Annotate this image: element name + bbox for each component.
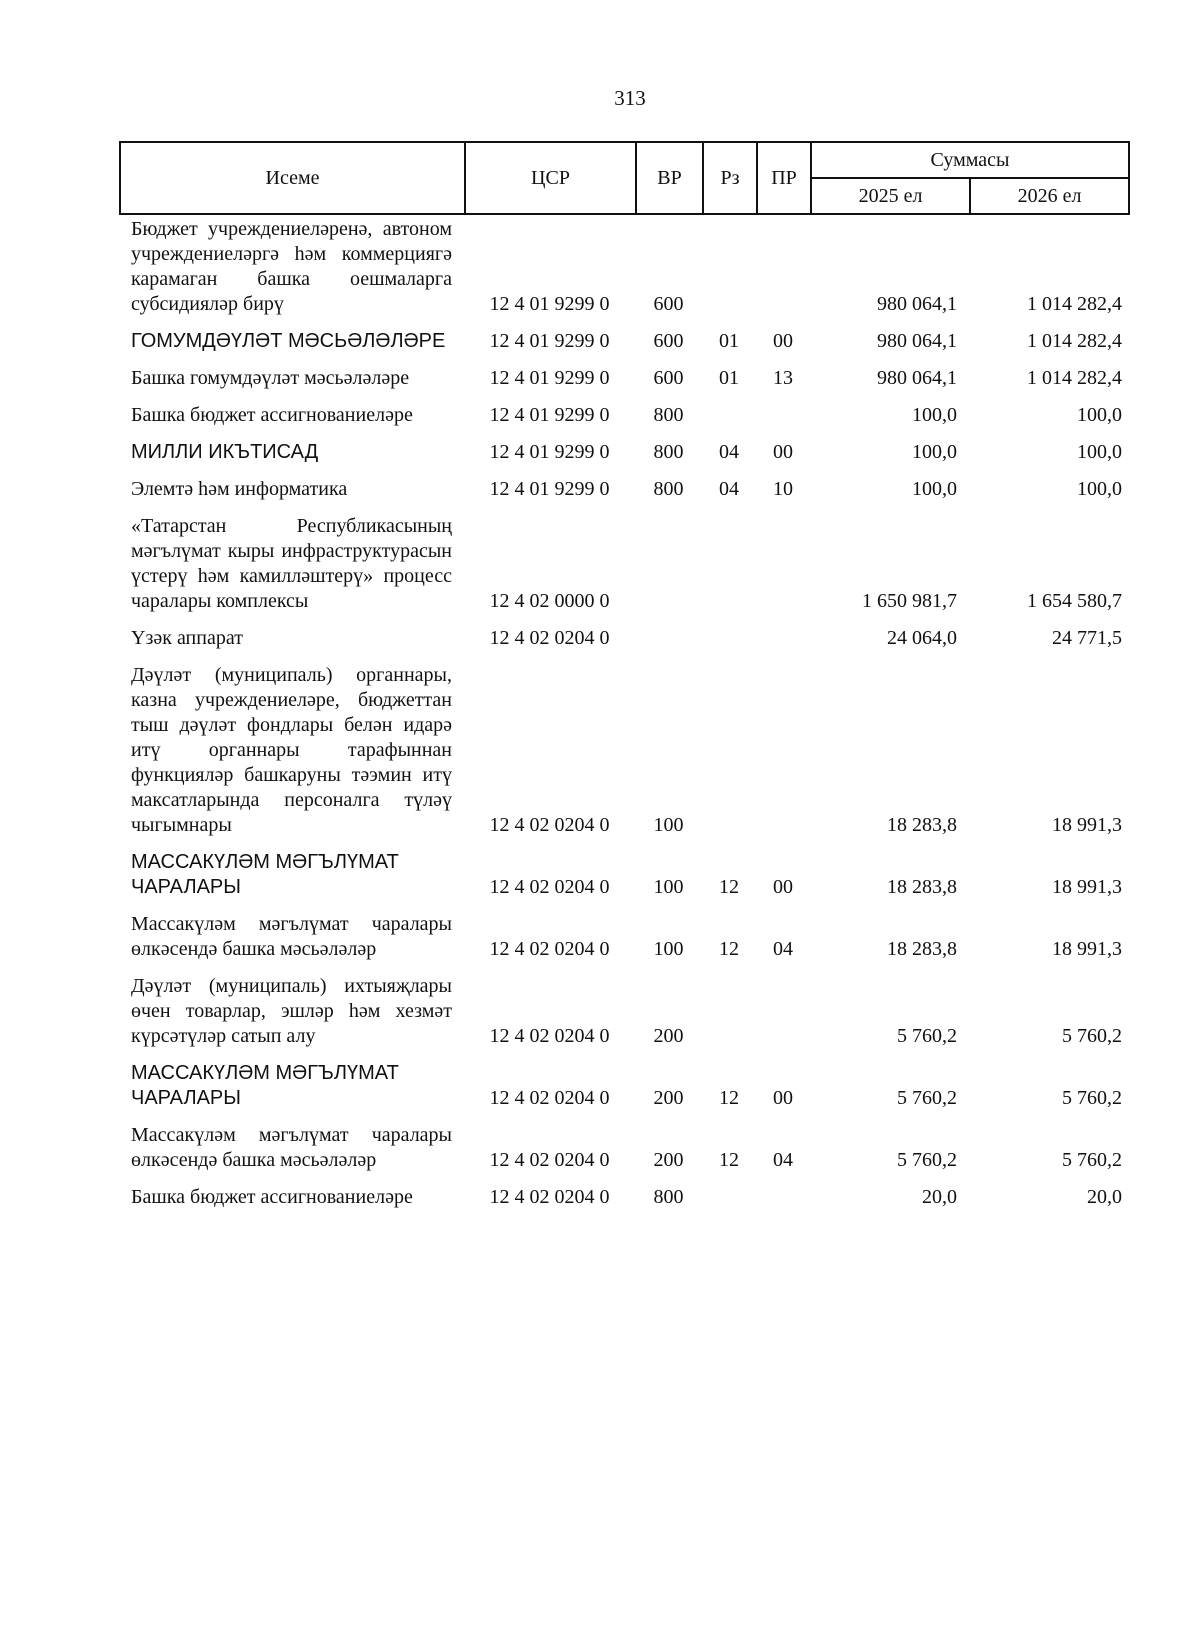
row-amount-2025: 980 064,1 xyxy=(877,330,957,352)
row-amount-2026: 20,0 xyxy=(1087,1186,1122,1208)
row-pr xyxy=(756,658,810,845)
row-csr: 12 4 02 0204 0 xyxy=(489,1186,610,1208)
row-pr: 00 xyxy=(773,1087,793,1109)
row-csr: 12 4 01 9299 0 xyxy=(489,367,610,389)
table-header xyxy=(119,141,1130,215)
row-vr: 800 xyxy=(653,441,684,463)
row-amount-2025: 1 650 981,7 xyxy=(862,590,957,612)
row-amount-2026: 100,0 xyxy=(1077,404,1122,426)
row-name: МАССАКҮЛӘМ МӘГЪЛҮМАТ ЧАРАЛАРЫ xyxy=(131,851,399,898)
row-name: Элемтә һәм информатика xyxy=(131,478,348,500)
table-row xyxy=(119,1180,1134,1217)
table-row xyxy=(119,212,1134,324)
row-vr: 200 xyxy=(653,1149,684,1171)
row-csr: 12 4 02 0204 0 xyxy=(489,876,610,898)
row-rz xyxy=(702,969,756,1056)
row-vr: 100 xyxy=(653,814,684,836)
row-vr: 600 xyxy=(653,367,684,389)
row-rz: 04 xyxy=(719,441,739,463)
row-vr xyxy=(635,509,702,621)
header-name: Исеме xyxy=(120,142,465,214)
row-amount-2025: 5 760,2 xyxy=(897,1087,957,1109)
row-name: Башка бюджет ассигнованиеләре xyxy=(131,404,413,426)
row-amount-2025: 100,0 xyxy=(912,478,957,500)
row-rz: 12 xyxy=(719,876,739,898)
row-name: Дәүләт (муниципаль) ихтыяҗлары өчен товарлар, эшләр һәм хезмәт күрсәтүләр сатып алу xyxy=(131,975,452,1047)
row-name: Массакүләм мәгълүмат чаралары өлкәсендә башка мәсьәләләр xyxy=(131,913,452,960)
row-rz: 04 xyxy=(719,478,739,500)
header-csr: ЦСР xyxy=(465,142,636,214)
row-amount-2026: 1 014 282,4 xyxy=(1027,367,1122,389)
row-name: ГОМУМДӘҮЛӘТ МӘСЬӘЛӘЛӘРЕ xyxy=(131,330,446,352)
row-amount-2025: 5 760,2 xyxy=(897,1025,957,1047)
row-amount-2026: 5 760,2 xyxy=(1062,1025,1122,1047)
row-pr: 00 xyxy=(773,330,793,352)
row-pr xyxy=(756,1180,810,1217)
row-amount-2025: 24 064,0 xyxy=(887,627,957,649)
row-rz xyxy=(702,658,756,845)
table-row xyxy=(119,658,1134,845)
row-pr: 00 xyxy=(773,876,793,898)
row-rz: 12 xyxy=(719,1149,739,1171)
row-amount-2026: 1 014 282,4 xyxy=(1027,330,1122,352)
row-pr xyxy=(756,621,810,658)
row-rz: 12 xyxy=(719,1087,739,1109)
row-vr: 200 xyxy=(653,1087,684,1109)
row-rz: 12 xyxy=(719,938,739,960)
row-amount-2026: 24 771,5 xyxy=(1052,627,1122,649)
row-amount-2025: 100,0 xyxy=(912,404,957,426)
row-amount-2026: 18 991,3 xyxy=(1052,876,1122,898)
row-amount-2026: 5 760,2 xyxy=(1062,1087,1122,1109)
row-pr xyxy=(756,969,810,1056)
row-name: Үзәк аппарат xyxy=(131,627,243,649)
row-vr: 100 xyxy=(653,876,684,898)
row-amount-2025: 18 283,8 xyxy=(887,938,957,960)
row-amount-2025: 980 064,1 xyxy=(877,367,957,389)
row-amount-2025: 18 283,8 xyxy=(887,814,957,836)
row-amount-2026: 100,0 xyxy=(1077,478,1122,500)
budget-table-body xyxy=(119,212,1134,1217)
row-csr: 12 4 01 9299 0 xyxy=(489,293,610,315)
row-amount-2026: 1 014 282,4 xyxy=(1027,293,1122,315)
header-year-2025: 2025 ел xyxy=(811,178,970,214)
row-rz xyxy=(702,398,756,435)
row-pr: 13 xyxy=(773,367,793,389)
row-name: МАССАКҮЛӘМ МӘГЪЛҮМАТ ЧАРАЛАРЫ xyxy=(131,1062,399,1109)
row-csr: 12 4 02 0204 0 xyxy=(489,938,610,960)
header-vr: ВР xyxy=(636,142,703,214)
row-name: Дәүләт (муниципаль) органнары, казна учреждениеләре, бюджеттан тыш дәүләт фондлары белән идарә итү органнары тарафыннан функцияләр башкаруны тәэмин итү максатларында персоналга түләү чыгымнары xyxy=(131,664,452,836)
row-vr xyxy=(635,621,702,658)
table-row xyxy=(119,435,1134,472)
row-amount-2025: 100,0 xyxy=(912,441,957,463)
row-amount-2026: 18 991,3 xyxy=(1052,814,1122,836)
table-row xyxy=(119,398,1134,435)
table-row xyxy=(119,907,1134,969)
row-name: «Татарстан Республикасының мәгълүмат кыры инфраструктурасын үстерү һәм камилләштерү» процесс чаралары комплексы xyxy=(131,515,452,612)
row-rz: 01 xyxy=(719,330,739,352)
row-amount-2025: 5 760,2 xyxy=(897,1149,957,1171)
row-amount-2025: 20,0 xyxy=(922,1186,957,1208)
table-row xyxy=(119,1056,1134,1118)
row-name: Массакүләм мәгълүмат чаралары өлкәсендә башка мәсьәләләр xyxy=(131,1124,452,1171)
row-csr: 12 4 02 0000 0 xyxy=(489,590,610,612)
header-pr: ПР xyxy=(757,142,811,214)
row-pr: 00 xyxy=(773,441,793,463)
row-csr: 12 4 01 9299 0 xyxy=(489,404,610,426)
row-vr: 200 xyxy=(653,1025,684,1047)
row-pr xyxy=(756,212,810,324)
row-name: Бюджет учреждениеләренә, автоном учреждениеләргә һәм коммерциягә карамаган башка оешмаларга субсидияләр бирү xyxy=(131,218,452,315)
row-rz xyxy=(702,509,756,621)
row-vr: 800 xyxy=(653,1186,684,1208)
table-row xyxy=(119,1118,1134,1180)
row-csr: 12 4 02 0204 0 xyxy=(489,627,610,649)
row-rz xyxy=(702,1180,756,1217)
row-csr: 12 4 01 9299 0 xyxy=(489,478,610,500)
table-row xyxy=(119,845,1134,907)
row-pr: 10 xyxy=(773,478,793,500)
row-vr: 800 xyxy=(653,404,684,426)
row-rz: 01 xyxy=(719,367,739,389)
row-name: Башка гомумдәүләт мәсьәләләре xyxy=(131,367,410,389)
table-row xyxy=(119,509,1134,621)
table-row xyxy=(119,969,1134,1056)
row-csr: 12 4 02 0204 0 xyxy=(489,1087,610,1109)
row-csr: 12 4 02 0204 0 xyxy=(489,814,610,836)
table-row xyxy=(119,472,1134,509)
table-row xyxy=(119,621,1134,658)
table-row xyxy=(119,324,1134,361)
row-name: МИЛЛИ ИКЪТИСАД xyxy=(131,441,319,463)
header-sums: Суммасы xyxy=(811,142,1129,178)
page-number: 313 xyxy=(614,86,646,110)
row-amount-2025: 980 064,1 xyxy=(877,293,957,315)
row-amount-2026: 1 654 580,7 xyxy=(1027,590,1122,612)
row-pr: 04 xyxy=(773,938,793,960)
row-vr: 600 xyxy=(653,293,684,315)
table-row xyxy=(119,361,1134,398)
row-amount-2026: 18 991,3 xyxy=(1052,938,1122,960)
row-pr xyxy=(756,398,810,435)
row-csr: 12 4 01 9299 0 xyxy=(489,330,610,352)
row-amount-2026: 100,0 xyxy=(1077,441,1122,463)
row-amount-2026: 5 760,2 xyxy=(1062,1149,1122,1171)
row-csr: 12 4 01 9299 0 xyxy=(489,441,610,463)
row-rz xyxy=(702,621,756,658)
row-pr: 04 xyxy=(773,1149,793,1171)
header-year-2026: 2026 ел xyxy=(970,178,1129,214)
row-name: Башка бюджет ассигнованиеләре xyxy=(131,1186,413,1208)
row-csr: 12 4 02 0204 0 xyxy=(489,1149,610,1171)
row-vr: 800 xyxy=(653,478,684,500)
row-csr: 12 4 02 0204 0 xyxy=(489,1025,610,1047)
header-rz: Рз xyxy=(703,142,757,214)
row-pr xyxy=(756,509,810,621)
row-vr: 100 xyxy=(653,938,684,960)
row-rz xyxy=(702,212,756,324)
row-vr: 600 xyxy=(653,330,684,352)
row-amount-2025: 18 283,8 xyxy=(887,876,957,898)
